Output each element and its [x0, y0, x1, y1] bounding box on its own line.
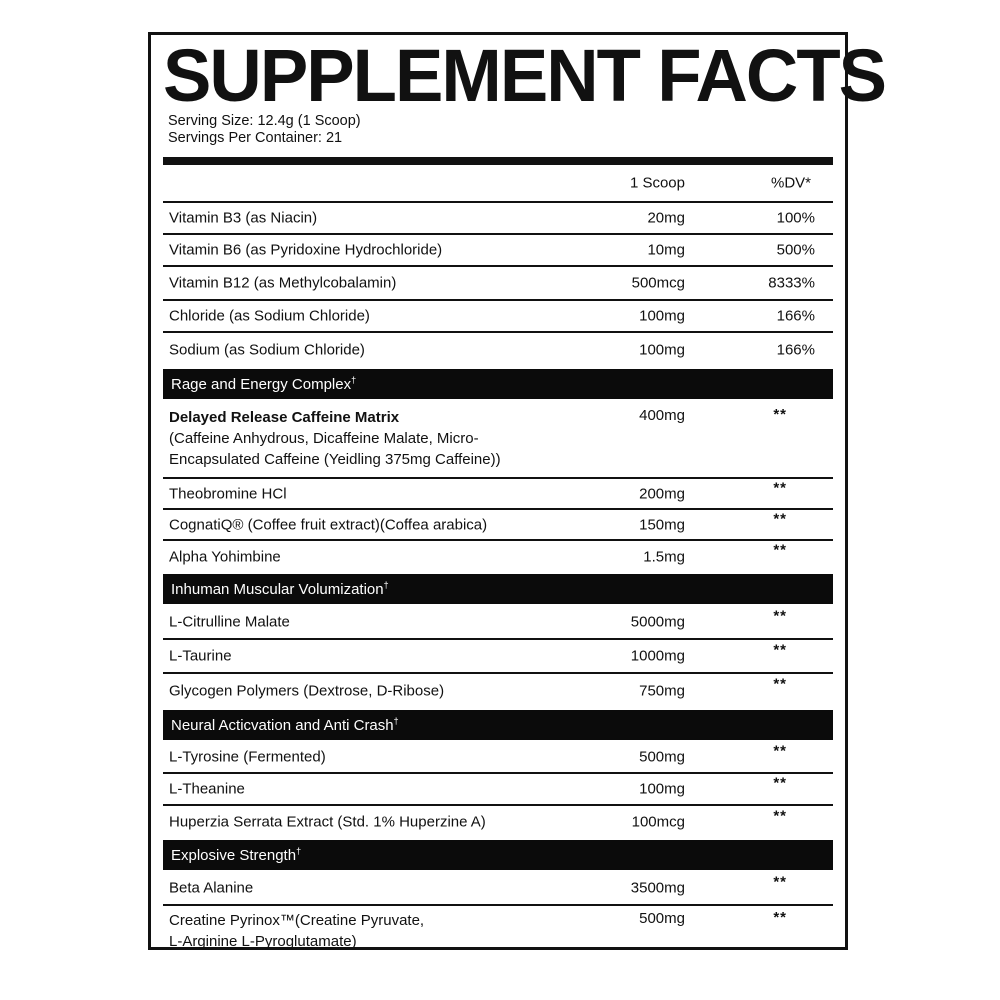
ingredient-amount: 100mg: [639, 307, 685, 325]
ingredient-amount: 150mg: [639, 516, 685, 533]
table-row: [163, 606, 833, 640]
servings-per-container: Servings Per Container: 21: [168, 130, 343, 146]
ingredient-amount: 5000mg: [630, 613, 685, 631]
table-row-creatine: [163, 906, 833, 958]
serving-info: [168, 113, 361, 147]
dagger-mark: †: [351, 375, 357, 385]
table-row: [163, 235, 833, 267]
ingredient-amount: 750mg: [639, 682, 685, 700]
ingredient-name: CognatiQ® (Coffee fruit extract)(Coffea arabica): [169, 516, 488, 533]
dagger-mark: †: [296, 846, 302, 856]
ingredient-dv: **: [773, 675, 787, 693]
table-row: [163, 674, 833, 708]
section-label: Inhuman Muscular Volumization: [171, 581, 384, 598]
ingredient-name: Vitamin B6 (as Pyridoxine Hydrochloride): [169, 241, 443, 259]
ingredient-name: Alpha Yohimbine: [169, 548, 281, 565]
table-row: [163, 806, 833, 838]
ingredient-name: Theobromine HCl: [169, 485, 287, 502]
ingredient-name: Sodium (as Sodium Chloride): [169, 341, 365, 359]
facts-table: [163, 165, 833, 958]
ingredient-dv: **: [773, 909, 787, 926]
ingredient-amount: 20mg: [647, 209, 685, 227]
supplement-facts-panel: [148, 32, 886, 950]
table-row: [163, 872, 833, 906]
section-label: Neural Acticvation and Anti Crash: [171, 717, 394, 734]
ingredient-dv: **: [773, 406, 787, 423]
table-row: [163, 742, 833, 774]
column-header-dv: %DV*: [770, 174, 811, 192]
ingredient-amount: 500mcg: [631, 274, 685, 292]
ingredient-dv: **: [773, 774, 787, 792]
ingredient-name: Beta Alanine: [169, 879, 254, 897]
table-row: [163, 774, 833, 806]
ingredient-dv: **: [773, 541, 787, 559]
ingredient-amount: 500mg: [639, 748, 685, 766]
ingredient-detail: Encapsulated Caffeine (Yeidling 375mg Caffeine)): [169, 451, 501, 468]
column-header-row: [163, 165, 833, 203]
ingredient-name: Vitamin B12 (as Methylcobalamin): [169, 274, 397, 292]
ingredient-dv: **: [773, 479, 787, 497]
ingredient-name: Delayed Release Caffeine Matrix: [169, 409, 400, 426]
ingredient-detail: L-Arginine L-Pyroglutamate): [169, 933, 357, 950]
ingredient-dv: **: [773, 807, 787, 825]
dagger-mark: †: [393, 716, 399, 726]
ingredient-name: Glycogen Polymers (Dextrose, D-Ribose): [169, 682, 445, 700]
section-header-rage-energy: [163, 369, 833, 399]
ingredient-amount: 100mcg: [631, 813, 685, 831]
ingredient-dv: 166%: [776, 307, 815, 325]
table-row: [163, 301, 833, 333]
ingredient-name: L-Taurine: [169, 647, 232, 665]
table-row-caffeine-matrix: [163, 401, 833, 479]
ingredient-dv: 166%: [776, 341, 815, 359]
section-header-neural: [163, 710, 833, 740]
table-row: [163, 203, 833, 235]
ingredient-amount: 1.5mg: [643, 548, 685, 565]
ingredient-dv: **: [773, 510, 787, 528]
table-row: [163, 267, 833, 301]
dagger-mark: †: [383, 580, 389, 590]
ingredient-name: Creatine Pyrinox™(Creatine Pyruvate,: [169, 912, 425, 929]
ingredient-dv: 8333%: [768, 274, 815, 292]
table-row: [163, 640, 833, 674]
ingredient-name: Chloride (as Sodium Chloride): [169, 307, 370, 325]
ingredient-amount: 400mg: [639, 407, 685, 424]
section-label: Rage and Energy Complex: [171, 376, 352, 393]
section-label: Explosive Strength: [171, 847, 297, 864]
ingredient-name: L-Citrulline Malate: [169, 613, 290, 631]
ingredient-amount: 100mg: [639, 341, 685, 359]
column-header-amount: 1 Scoop: [629, 174, 685, 192]
table-row: [163, 479, 833, 510]
ingredient-dv: **: [773, 641, 787, 659]
panel-title: SUPPLEMENT FACTS: [163, 34, 886, 117]
ingredient-amount: 1000mg: [630, 647, 685, 665]
ingredient-dv: 500%: [776, 241, 815, 259]
table-row: [163, 510, 833, 541]
ingredient-amount: 500mg: [639, 910, 685, 927]
ingredient-name: Huperzia Serrata Extract (Std. 1% Huperzine A): [169, 813, 486, 831]
ingredient-amount: 3500mg: [630, 879, 685, 897]
ingredient-name: Vitamin B3 (as Niacin): [169, 209, 318, 227]
table-row: [163, 541, 833, 572]
ingredient-dv: **: [773, 873, 787, 891]
ingredient-name: L-Theanine: [169, 780, 245, 798]
ingredient-amount: 200mg: [639, 485, 685, 502]
ingredient-amount: 100mg: [639, 780, 685, 798]
ingredient-detail: (Caffeine Anhydrous, Dicaffeine Malate, Micro-: [169, 430, 479, 447]
ingredient-dv: 100%: [776, 209, 815, 227]
thick-divider: [163, 157, 833, 165]
ingredient-dv: **: [773, 607, 787, 625]
ingredient-name: L-Tyrosine (Fermented): [169, 748, 326, 766]
section-header-muscular: [163, 574, 833, 604]
serving-size: Serving Size: 12.4g (1 Scoop): [168, 113, 361, 129]
section-header-strength: [163, 840, 833, 870]
ingredient-dv: **: [773, 742, 787, 760]
table-row: [163, 333, 833, 367]
ingredient-amount: 10mg: [647, 241, 685, 259]
